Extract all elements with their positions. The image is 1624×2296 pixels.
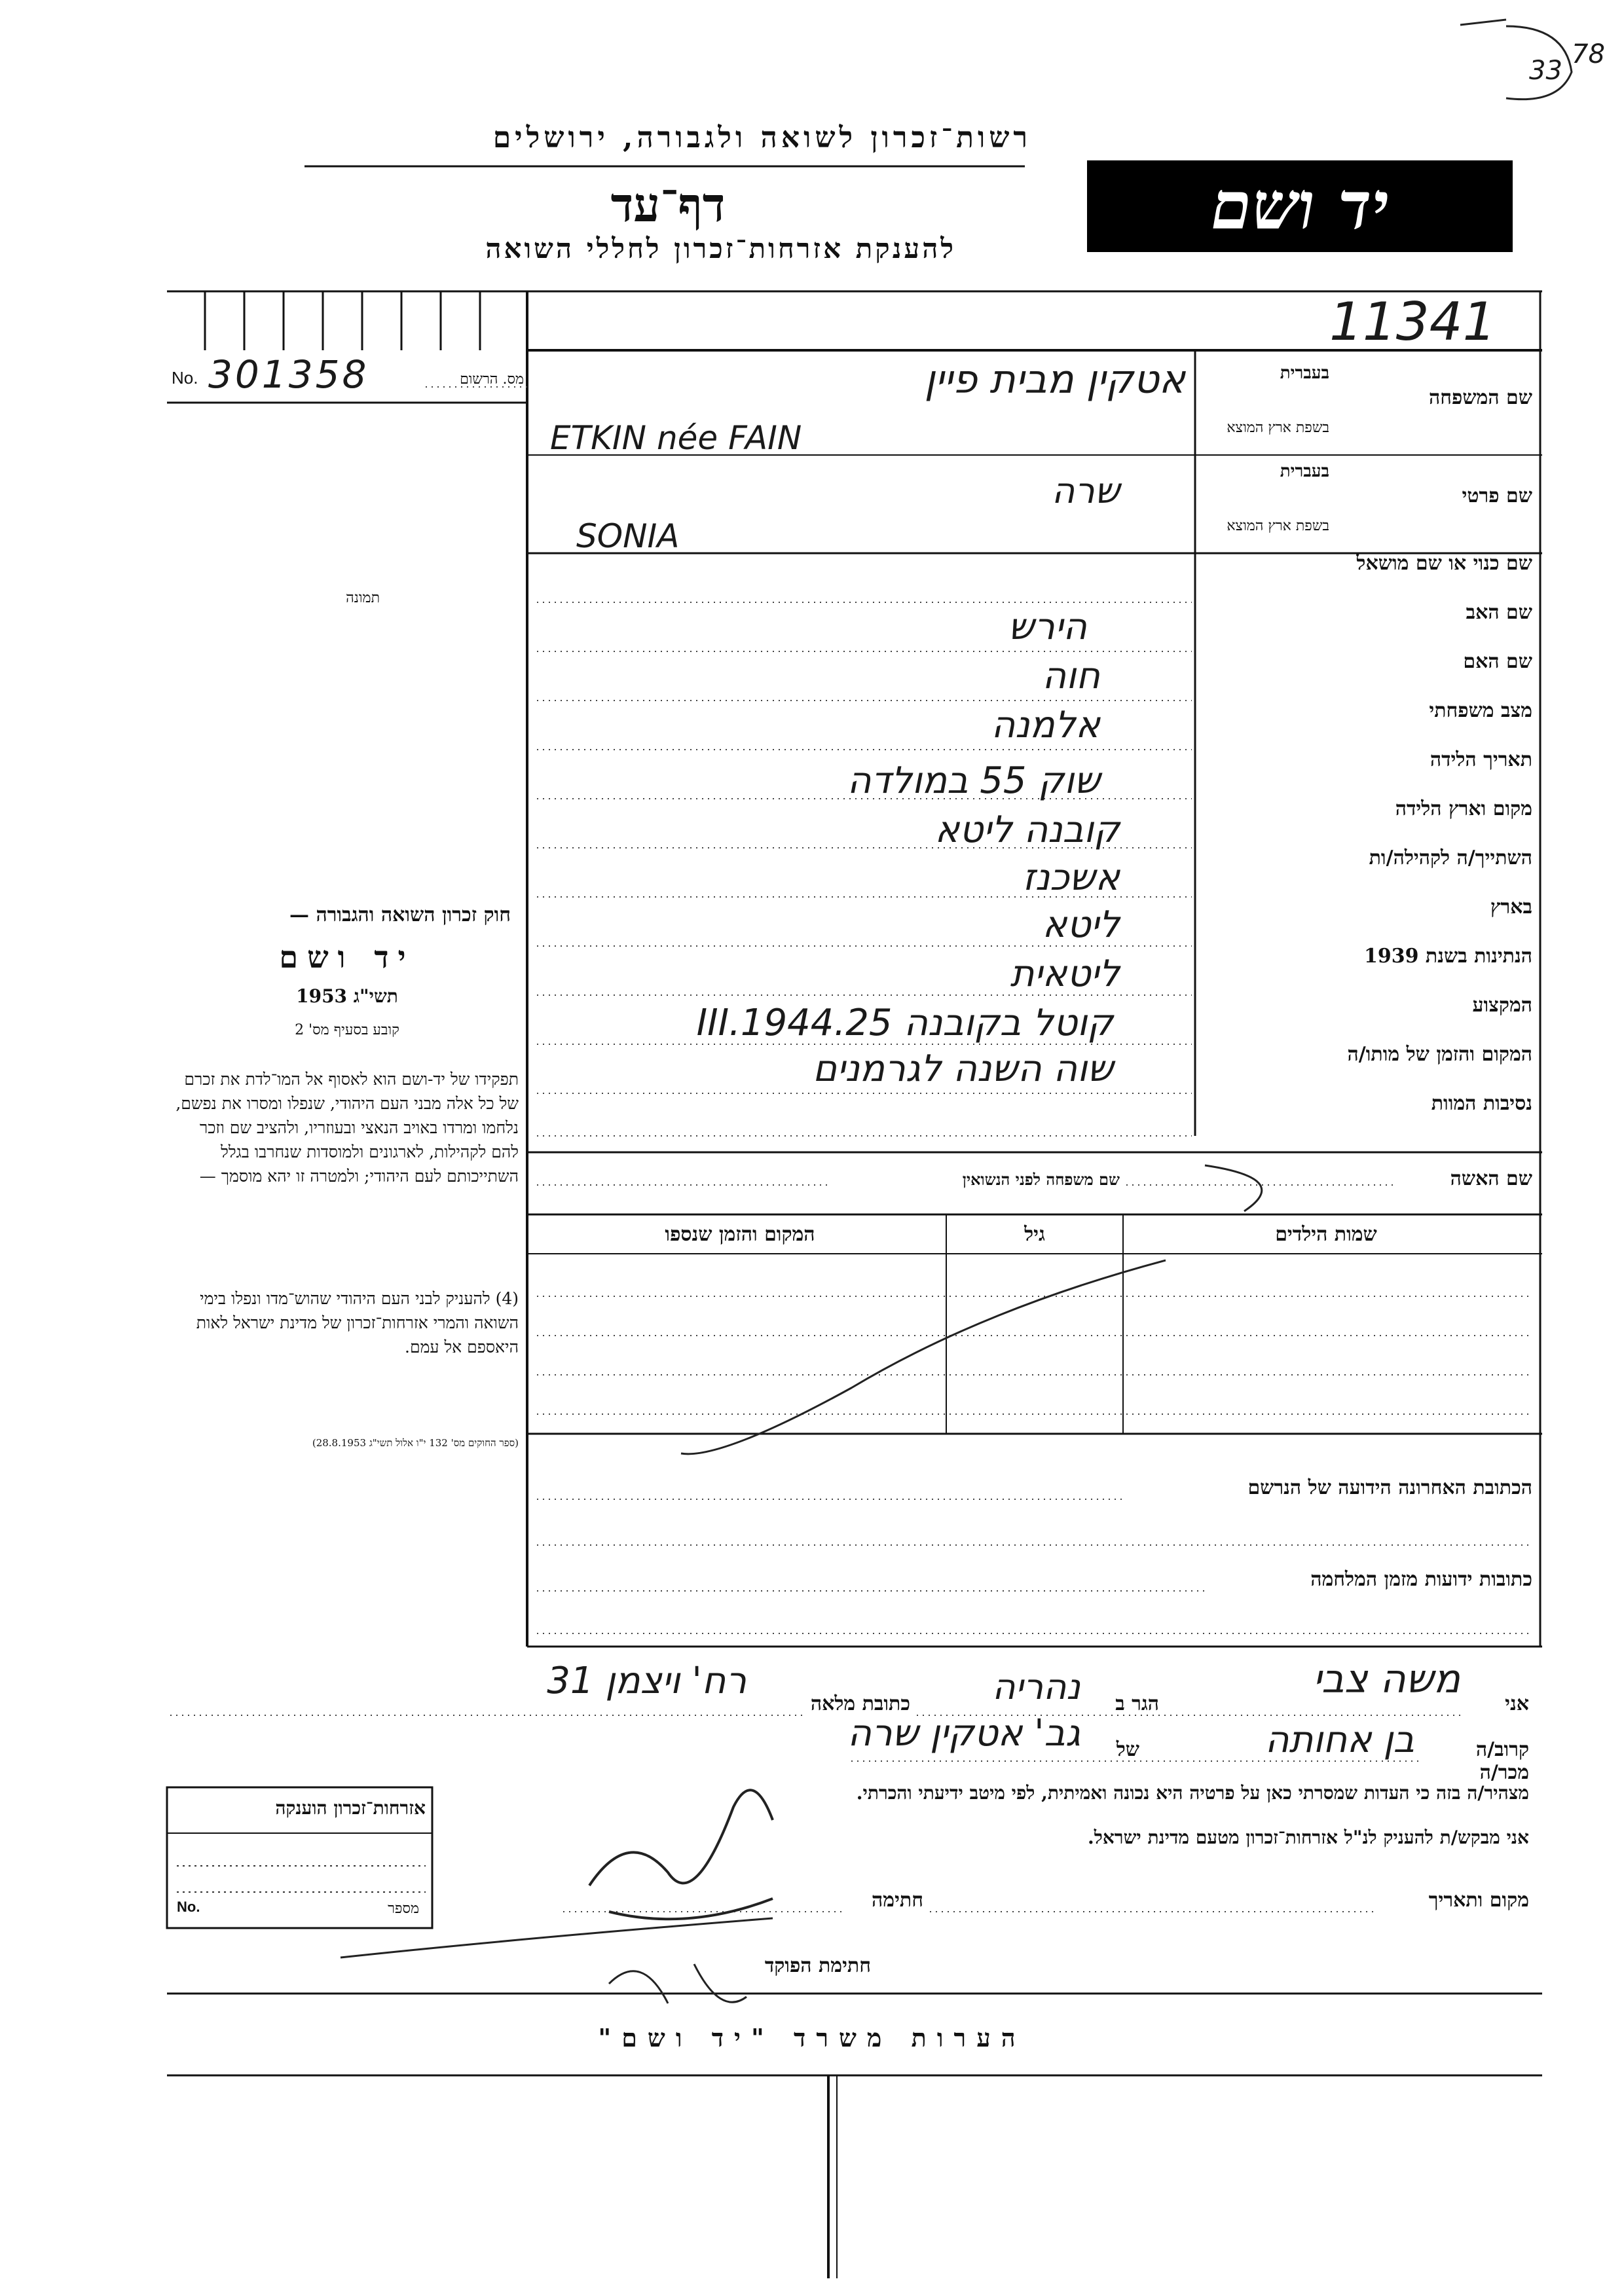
page-title: דף־עד bbox=[610, 177, 726, 232]
law-clause: קובע בסעיף מס' 2 bbox=[295, 1022, 399, 1038]
citizenship-value: ליטא bbox=[1042, 903, 1120, 946]
law-title: חוק זכרון השואה והגבורה — bbox=[289, 903, 511, 926]
children-names-header: שמות הילדים bbox=[1275, 1223, 1377, 1246]
children-place-header: המקום והזמן שנספו bbox=[665, 1223, 815, 1246]
war-address-label: כתובות ידועות מזמן המלחמה bbox=[1310, 1568, 1532, 1591]
corner-number: 33 bbox=[1529, 56, 1562, 86]
wife-maiden-name-label: שם משפחה לפני הנשואין bbox=[962, 1170, 1120, 1189]
award-number-label: מספר bbox=[388, 1901, 419, 1917]
father-name-value: הירש bbox=[1008, 606, 1087, 648]
declarant-city: נהריה bbox=[992, 1666, 1080, 1707]
birth-place-value: שוק 55 במולדה bbox=[847, 759, 1100, 802]
family-name-latin-value: ETKIN née FAIN bbox=[550, 419, 802, 457]
mother-name-label: שם האם bbox=[1463, 650, 1532, 673]
law-text-2: (4) להעניק לבני העם היהודי שהוש־מדו ונפלו בימי השואה והמרי אזרחות־זכרון של מדינת ישראל לאות היאספם אל עמם. bbox=[196, 1289, 519, 1357]
signature-label: חתימה bbox=[872, 1889, 923, 1912]
page-number-handwritten: 11341 bbox=[1329, 291, 1496, 352]
father-name-label: שם האב bbox=[1466, 601, 1532, 624]
birth-date-label: תאריך הלידה bbox=[1430, 748, 1532, 771]
residing-label: הגר ב bbox=[1115, 1692, 1159, 1715]
authority-name: רשות־זכרון לשואה ולגבורה, ירושלים bbox=[492, 121, 1031, 155]
death-circumstances-value: שוה השנה לגרמנים bbox=[812, 1048, 1113, 1090]
law-text-1: תפקידו של יד-ושם הוא לאסוף אל המו־לדת את זכרם של כל אלה מבני העם היהודי, שנפלו ומסרו את נפשם, נלחמו ומרדו באויב הנאצי ובעוזריו, ולהציב שם וזכר להם לקהילות, לארגונים ולמוסדות שנחרבו בגלל השתייכותם לעם היהודי; ולמטרה זו יהא מוסמך — bbox=[175, 1070, 519, 1186]
page-subtitle: להענקת אזרחות־זכרון לחללי השואה bbox=[485, 232, 956, 264]
yad-vashem-logo: יד ושם bbox=[1211, 167, 1389, 244]
birth-place-label: מקום וארץ הלידה bbox=[1395, 797, 1532, 820]
law-year: תשי"ג 1953 bbox=[296, 985, 398, 1007]
registration-no-label: No. bbox=[172, 368, 198, 388]
award-no-label: No. bbox=[177, 1899, 200, 1915]
profession-value: ליטאית bbox=[1010, 953, 1120, 995]
wife-name-label: שם האשה bbox=[1450, 1167, 1532, 1190]
country-label: בארץ bbox=[1490, 896, 1532, 919]
registration-label: מס. הרשום bbox=[460, 371, 524, 388]
law-name: יד ושם bbox=[279, 939, 415, 975]
last-address-label: הכתובת האחרונה הידועה של הנרשם bbox=[1247, 1476, 1532, 1499]
declaration-request: אני מבקש/ת להעניק לנ"ל אזרחות־זכרון מטעם מדינת ישראל. bbox=[1087, 1827, 1529, 1848]
relation-value: בן אחותה bbox=[1264, 1719, 1414, 1761]
family-name-hebrew-label: בעברית bbox=[1280, 363, 1329, 383]
law-reference: (ספר החוקים מס' 132 י"ו אלול תשי"ג 28.8.1953) bbox=[312, 1437, 519, 1449]
declaration-statement: מצהיר/ה בזה כי העדות שמסרתי כאן על פרטיה היא נכונה ואמיתית, לפי מיטב ידיעתי והכרתי. bbox=[856, 1782, 1529, 1804]
citizenship-awarded-title: אזרחות־זכרון הוענקה bbox=[275, 1797, 426, 1819]
family-name-origin-label: בשפת ארץ המוצא bbox=[1227, 420, 1329, 436]
marital-status-label: מצב משפחתי bbox=[1429, 699, 1532, 722]
death-place-label: המקום והזמן של מותו/ה bbox=[1347, 1043, 1532, 1066]
place-date-label: מקום ותאריך bbox=[1428, 1889, 1529, 1912]
first-name-hebrew-value: שרה bbox=[1051, 470, 1120, 511]
official-signature-label: חתימת הפוקד bbox=[764, 1954, 871, 1977]
declarant-i: אני bbox=[1505, 1692, 1529, 1715]
first-name-latin-value: SONIA bbox=[576, 517, 680, 555]
office-notes-heading: הערות משרד "יד ושם" bbox=[598, 2023, 1026, 2052]
first-name-origin-label: בשפת ארץ המוצא bbox=[1227, 518, 1329, 534]
community-label: השתייך/ה לקהילה/ות bbox=[1369, 847, 1532, 869]
first-name-hebrew-label: בעברית bbox=[1280, 462, 1329, 481]
registration-number: 301358 bbox=[208, 352, 369, 397]
nickname-label: שם כנוי או שם מושאל bbox=[1356, 552, 1532, 575]
children-age-header: גיל bbox=[1024, 1223, 1045, 1246]
declarant-name: משה צבי bbox=[1312, 1656, 1460, 1702]
country-value: אשכנז bbox=[1022, 856, 1120, 899]
mother-name-value: חוה bbox=[1042, 655, 1100, 697]
death-circumstances-label: נסיבות המוות bbox=[1431, 1092, 1532, 1115]
declarant-address: רח' ויצמן 31 bbox=[547, 1660, 747, 1702]
of-label: של bbox=[1116, 1738, 1139, 1761]
family-name-hebrew-value: אטקין מבית פיין bbox=[924, 357, 1185, 403]
first-name-label: שם פרטי bbox=[1462, 484, 1532, 507]
citizenship-label: הנתינות בשנת 1939 bbox=[1363, 945, 1532, 968]
relation-of-name: גב' אטקין שרה bbox=[847, 1712, 1080, 1755]
family-name-label: שם המשפחה bbox=[1428, 386, 1532, 409]
profession-label: המקצוע bbox=[1472, 994, 1532, 1017]
community-value: קובנה ליטא bbox=[934, 809, 1120, 851]
death-place-value: קוטל בקובנה 25.III.1944 bbox=[696, 1002, 1113, 1044]
corner-number-2: 78 bbox=[1572, 39, 1605, 69]
marital-status-value: אלמנה bbox=[991, 704, 1100, 746]
relation-label: קרוב/ה מכר/ה bbox=[1475, 1738, 1529, 1784]
full-address-label: כתובת מלאה bbox=[810, 1692, 910, 1715]
photo-label: תמונה bbox=[346, 590, 380, 606]
